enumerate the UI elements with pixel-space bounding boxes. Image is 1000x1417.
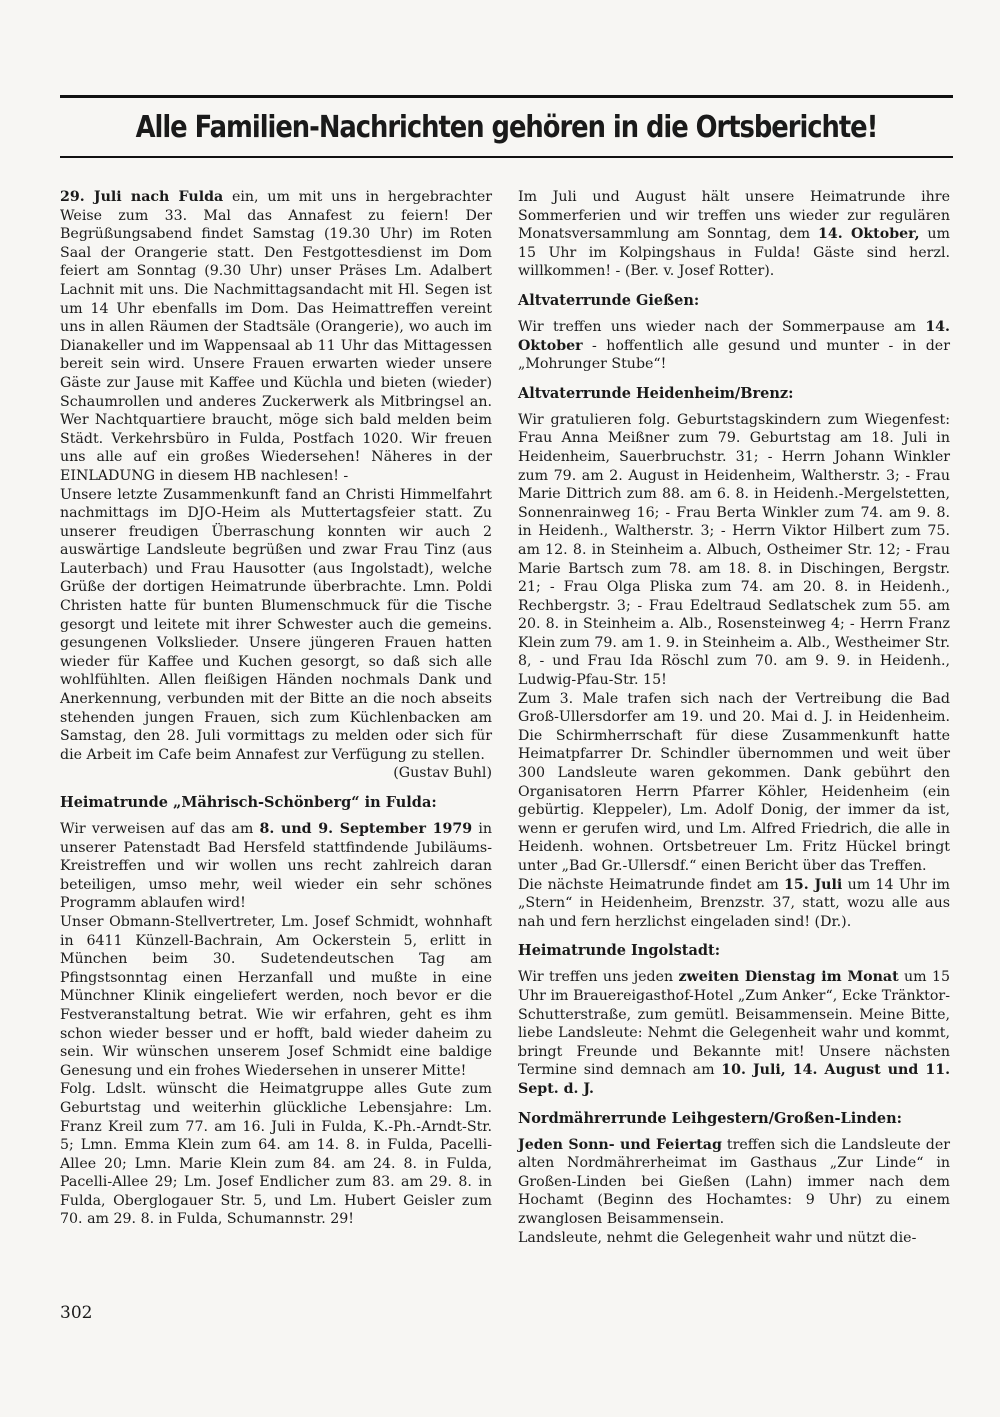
ingolstadt-weekday: zweiten Dienstag im Monat: [678, 969, 899, 986]
right-paragraph-sommerferien: [518, 188, 950, 281]
heading-maehrisch-schoenberg: Heimatrunde „Mährisch-Schönberg“ in Fulda:: [60, 794, 437, 811]
naechste-runde-date: 15. Juli: [784, 876, 843, 893]
kreistreffen-text-a: Wir verweisen auf das am: [60, 821, 260, 837]
signature-gustav-buhl: (Gustav Buhl): [393, 765, 492, 782]
annafest-lead: 29. Juli nach Fulda: [60, 189, 224, 205]
headline-top-rule: [60, 95, 953, 98]
right-paragraph-landsleute: Landsleute, nehmt die Gelegenheit wahr und nützt die-: [518, 1229, 917, 1246]
heading-nordmaehrerrunde: Nordmährerrunde Leihgestern/Großen-Linden:: [518, 1109, 903, 1127]
left-paragraph-kreistreffen: [60, 820, 492, 913]
heading-altvaterrunde-giessen: Altvaterrunde Gießen:: [518, 291, 700, 309]
page-number: 302: [60, 1303, 93, 1323]
giessen-text-c: - hoffentlich alle gesund und munter - in der „Mohrunger Stube“!: [518, 337, 950, 373]
right-paragraph-giessen: [518, 318, 950, 374]
left-paragraph-muttertag: Unsere letzte Zusammenkunft fand an Christi Himmelfahrt nachmittags im DJO-Heim als Muttertagsfeier statt. Zu unserer freudigen Überraschung konnten wir auch 2 auswärtige Landsleute begrüßen und zwar Frau Tinz (aus Lauterbach) und Frau Hausotter (aus Ingolstadt), welche Grüße der dortigen Heimatrunde überbrachte. Lmn. Poldi Christen hatte für bunten Blumenschmuck für die Tische gesorgt und leitete mit ihrer Schwester auch die gemeins. gesungenen Volkslieder. Unsere jüngeren Frauen hatten wieder für Kaffee und Kuchen gesorgt, so daß sich alle wohlfühlten. Allen fleißigen Händen nochmals Dank und Anerkennung, verbunden mit der Bitte an die noch abseits stehenden jungen Frauen, sich zum Küchlenbacken am Samstag, den 28. Juli vormittags zu melden oder sich für die Arbeit im Cafe beim Annafest zur Verfügung zu stellen.: [60, 486, 492, 763]
right-paragraph-nordmaehrer: [518, 1136, 950, 1229]
sommerferien-date: 14. Oktober,: [818, 226, 920, 243]
giessen-date: 14. Oktober: [518, 318, 950, 354]
sommerferien-text-c: um 15 Uhr im Kolpingshaus in Fulda! Gäste sind herzl. willkommen! - (Ber. v. Josef Rotter).: [518, 226, 950, 280]
heading-heimatrunde-ingolstadt: Heimatrunde Ingolstadt:: [518, 942, 721, 960]
ingolstadt-text-a: Wir treffen uns jeden: [518, 969, 679, 986]
right-paragraph-ullersdorfer: Zum 3. Male trafen sich nach der Vertreibung die Bad Groß-Ullersdorfer am 19. und 20. Mai d. J. in Heidenheim. Die Schirmherrschaft für diese Zusammenkunft hatte Heimatpfarrer Dr. Schindler übernommen und weit über 300 Landsleute waren gekommen. Dank gebührt den Organisatoren Herrn Pfarrer Köhler, Heidenheim (ein gebürtig. Kleppeler), Lm. Adolf Donig, der immer da ist, wenn er gerufen wird, und Lm. Alfred Friedrich, die alle in Heidenh. wohnen. Ortsbetreuer Lm. Fritz Hückel bringt unter „Bad Gr.-Ullersdf.“ einen Bericht über das Treffen.: [518, 690, 950, 874]
headline: Alle Familien-Nachrichten gehören in die Ortsberichte!: [135, 110, 878, 145]
left-paragraph-geburtstage: Folg. Ldslt. wünscht die Heimatgruppe alles Gute zum Geburtstag und weiterhin glückliche Lebensjahre: Lm. Franz Kreil zum 77. am 16. Juli in Fulda, K.-Ph.-Arndt-Str. 5; Lmn. Emma Klein zum 64. am 14. 8. in Fulda, Pacelli-Allee 20; Lmn. Marie Klein zum 84. am 24. 8. in Fulda, Pacelli-Allee 29; Lm. Josef Endlicher zum 83. am 29. 8. in Fulda, Oberglogauer Str. 5, und Lm. Hubert Geisler zum 70. am 29. 8. in Fulda, Schumannstr. 29!: [60, 1081, 492, 1228]
right-paragraph-naechste-runde: [518, 876, 950, 932]
kreistreffen-date: 8. und 9. September 1979: [259, 821, 473, 837]
ingolstadt-text-c: um 15 Uhr im Brauereigasthof-Hotel „Zum Anker“, Ecke Tränktor-Schutterstraße, zum gemütl. Beisammensein. Meine Bitte, liebe Landsleute: Nehmt die Gelegenheit wahr und kommt, bringt Freunde und Bekannte mit! Unsere nächsten Termine sind demnach am: [518, 969, 950, 1079]
left-paragraph-annafest: [60, 188, 492, 486]
nordmaehrer-text: treffen sich die Landsleute der alten Nordmährerheimat im Gasthaus „Zur Linde“ in Großen-Linden bei Gießen (Lahn) immer nach dem Hochamt (Beginn des Hochamtes: 9 Uhr) zu einem zwanglosen Beisammensein.: [518, 1136, 950, 1227]
left-column: [60, 188, 492, 1229]
right-column: [518, 188, 950, 1247]
giessen-text-a: Wir treffen uns wieder nach der Sommerpause am: [518, 318, 926, 335]
heading-altvaterrunde-heidenheim: Altvaterrunde Heidenheim/Brenz:: [518, 384, 794, 402]
naechste-runde-text-c: um 14 Uhr im „Stern“ in Heidenheim, Brenzstr. 37, statt, wozu alle aus nah und fern herzlichst eingeladen sind! (Dr.).: [518, 876, 950, 930]
kreistreffen-text-c: in unserer Patenstadt Bad Hersfeld stattfindende Jubiläums-Kreistreffen und wir wollen uns recht zahlreich daran beteiligen, umso mehr, weil wieder ein sehr schönes Programm ablaufen wird!: [60, 821, 492, 912]
nordmaehrer-lead: Jeden Sonn- und Feiertag: [518, 1136, 722, 1153]
left-paragraph-schmidt: Unser Obmann-Stellvertreter, Lm. Josef Schmidt, wohnhaft in 6411 Künzell-Bachrain, Am Ockerstein 5, erlitt in München beim 30. Sudetendeutschen Tag am Pfingstsonntag einen Herzanfall und mußte in eine Münchner Klinik eingeliefert werden, noch bevor er die Festveranstaltung betrat. Wie wir erfahren, geht es ihm schon wieder besser und er hofft, bald wieder daheim zu sein. Wir wünschen unserem Josef Schmidt eine baldige Genesung und ein frohes Wiedersehen in unserer Mitte!: [60, 913, 492, 1079]
naechste-runde-text-a: Die nächste Heimatrunde findet am: [518, 876, 785, 893]
ingolstadt-dates: 10. Juli, 14. August und 11. Sept. d. J.: [518, 1062, 951, 1097]
right-paragraph-geburtstage: Wir gratulieren folg. Geburtstagskindern zum Wiegenfest: Frau Anna Meißner zum 79. Geburtstag am 18. Juli in Heidenheim, Sauerbruchstr. 31; - Herrn Johann Winkler zum 79. am 2. August in Heidenheim, Waltherstr. 3; - Frau Marie Dittrich zum 88. am 6. 8. in Heidenh.-Mergelstetten, Sonnenrainweg 16; - Frau Berta Winkler zum 74. am 9. 8. in Heidenh., Waltherstr. 3; - Herrn Viktor Hilbert zum 75. am 12. 8. in Steinheim a. Albuch, Ostheimer Str. 12; - Frau Marie Bartsch zum 78. am 18. 8. in Dischingen, Bergstr. 21; - Frau Olga Pliska zum 74. am 20. 8. in Heidenh., Rechbergstr. 3; - Frau Edeltraud Sedlatschek zum 55. am 20. 8. in Steinheim a. Alb., Rosensteinweg 4; - Herrn Franz Klein zum 79. am 1. 9. in Steinheim a. Alb., Westheimer Str. 8, - und Frau Ida Röschl zum 70. am 9. 9. in Heidenh., Ludwig-Pfau-Str. 15!: [518, 411, 950, 689]
annafest-text: ein, um mit uns in hergebrachter Weise zum 33. Mal das Annafest zu feiern! Der Begrüßungsabend findet Samstag (19.30 Uhr) im Roten Saal der Orangerie statt. Den Festgottesdienst im Dom feiert am Sonntag (9.30 Uhr) unser Präses Lm. Adalbert Lachnit mit uns. Die Nachmittagsandacht mit Hl. Segen ist um 14 Uhr ebenfalls im Dom. Das Heimattreffen vereint uns in allen Räumen der Stadtsäle (Orangerie), wo auch im Dianakeller und im Wappensaal ab 11 Uhr das Mittagessen bereit sein wird. Unsere Frauen erwarten wieder unsere Gäste zur Jause mit Kaffee und Küchla und bieten (wieder) Schaumrollen und anderes Zuckerwerk als Mitbringsel an. Wer Nachtquartiere braucht, möge sich bald melden beim Städt. Verkehrsbüro in Fulda, Postfach 1020. Wir freuen uns alle auf ein großes Wiedersehen! Näheres in der EINLADUNG in diesem HB nachlesen! -: [60, 189, 492, 484]
headline-bottom-rule: [60, 156, 953, 158]
sommerferien-text-a: Im Juli und August hält unsere Heimatrunde ihre Sommerferien und wir treffen uns wieder zur regulären Monatsversammlung am Sonntag, dem: [518, 189, 950, 243]
right-paragraph-ingolstadt: [518, 968, 950, 1098]
